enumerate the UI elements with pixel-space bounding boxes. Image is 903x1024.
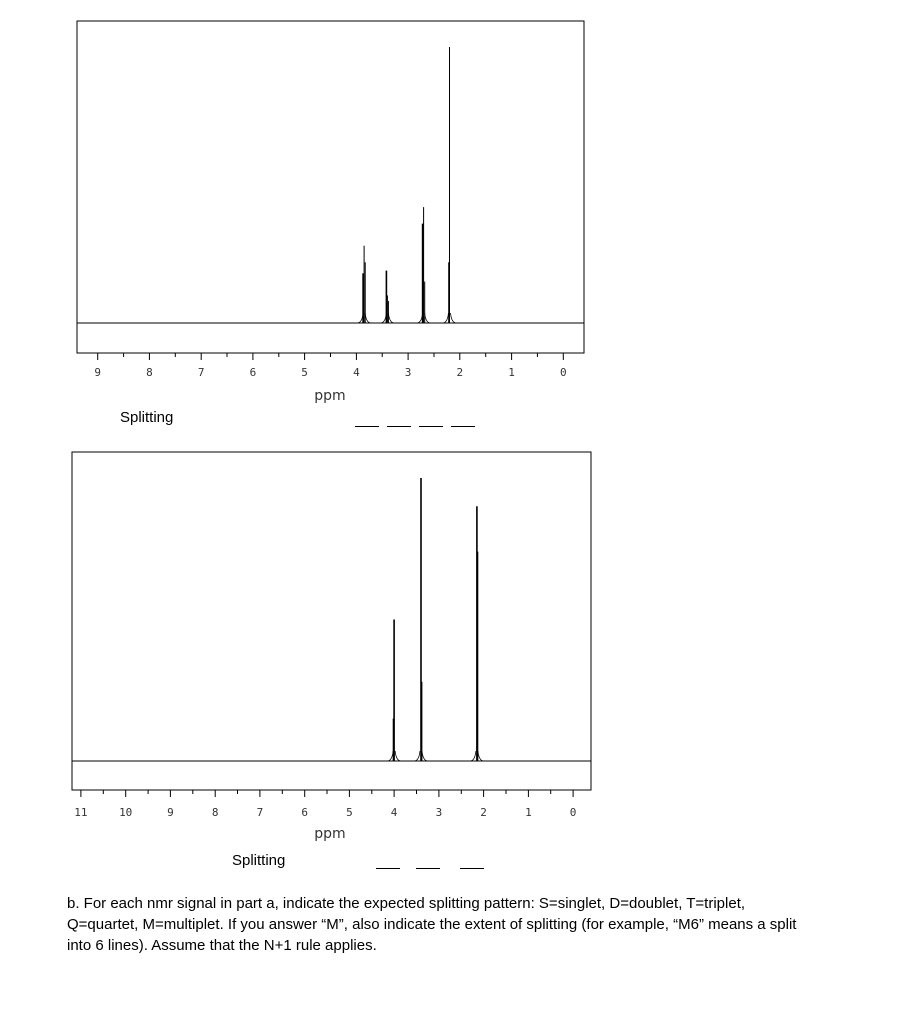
splitting-blank-2-3[interactable] bbox=[460, 868, 484, 869]
splitting-blank-1-3[interactable] bbox=[419, 426, 443, 427]
x-tick-label: 7 bbox=[197, 366, 205, 379]
nmr-spectrum-2 bbox=[0, 440, 903, 880]
splitting-blank-1-4[interactable] bbox=[451, 426, 475, 427]
x-tick-label: 1 bbox=[525, 806, 532, 819]
x-tick-label: 9 bbox=[94, 366, 102, 379]
splitting-blank-1-2[interactable] bbox=[387, 426, 411, 427]
instructions-line-2: Q=quartet, M=multiplet. If you answer “M”, also indicate the extent of splitting (for example, “M6” means a split bbox=[67, 916, 797, 933]
x-tick-label: 0 bbox=[569, 806, 577, 819]
x-tick-label: 2 bbox=[480, 806, 487, 819]
x-tick-label: 5 bbox=[301, 366, 308, 379]
spectrum-2-x-axis-label: ppm bbox=[314, 826, 346, 842]
x-tick-label: 6 bbox=[249, 366, 257, 379]
instructions-line-1: b. For each nmr signal in part a, indicate the expected splitting pattern: S=singlet, D=doublet, T=triplet, bbox=[67, 895, 746, 912]
x-tick-label: 4 bbox=[353, 366, 360, 379]
x-tick-label: 11 bbox=[74, 806, 88, 819]
spectrum-1-frame bbox=[77, 21, 584, 353]
x-tick-label: 7 bbox=[256, 806, 264, 819]
spectrum-1-peak-2 bbox=[380, 271, 394, 323]
splitting-blank-2-2[interactable] bbox=[416, 868, 440, 869]
spectrum-1-peak-4 bbox=[442, 47, 456, 323]
x-tick-label: 3 bbox=[435, 806, 443, 819]
x-tick-label: 1 bbox=[508, 366, 515, 379]
x-tick-label: 2 bbox=[456, 366, 464, 379]
x-tick-label: 8 bbox=[211, 806, 219, 819]
spectrum-2-peak-2 bbox=[414, 478, 428, 761]
nmr-spectrum-1 bbox=[0, 0, 903, 440]
x-tick-label: 6 bbox=[301, 806, 309, 819]
x-tick-label: 4 bbox=[390, 806, 398, 819]
spectrum-1-x-axis-label: ppm bbox=[314, 388, 346, 404]
spectrum-1-splitting-label: Splitting bbox=[120, 409, 174, 426]
spectrum-1-peak-1 bbox=[357, 246, 371, 323]
x-tick-label: 3 bbox=[404, 366, 412, 379]
x-tick-label: 10 bbox=[119, 806, 133, 819]
x-tick-label: 5 bbox=[346, 806, 353, 819]
spectrum-2-peak-3 bbox=[470, 506, 484, 761]
spectrum-2-splitting-label: Splitting bbox=[232, 852, 286, 869]
splitting-blank-2-1[interactable] bbox=[376, 868, 400, 869]
spectrum-2-frame bbox=[72, 452, 591, 790]
instructions-text bbox=[67, 893, 877, 956]
spectrum-2-peak-1 bbox=[387, 620, 401, 762]
x-tick-label: 8 bbox=[146, 366, 153, 379]
x-tick-label: 0 bbox=[559, 366, 567, 379]
x-tick-label: 9 bbox=[167, 806, 174, 819]
splitting-blank-1-1[interactable] bbox=[355, 426, 379, 427]
instructions-line-3: into 6 lines). Assume that the N+1 rule applies. bbox=[67, 937, 377, 954]
spectrum-1-peak-3 bbox=[417, 207, 431, 323]
